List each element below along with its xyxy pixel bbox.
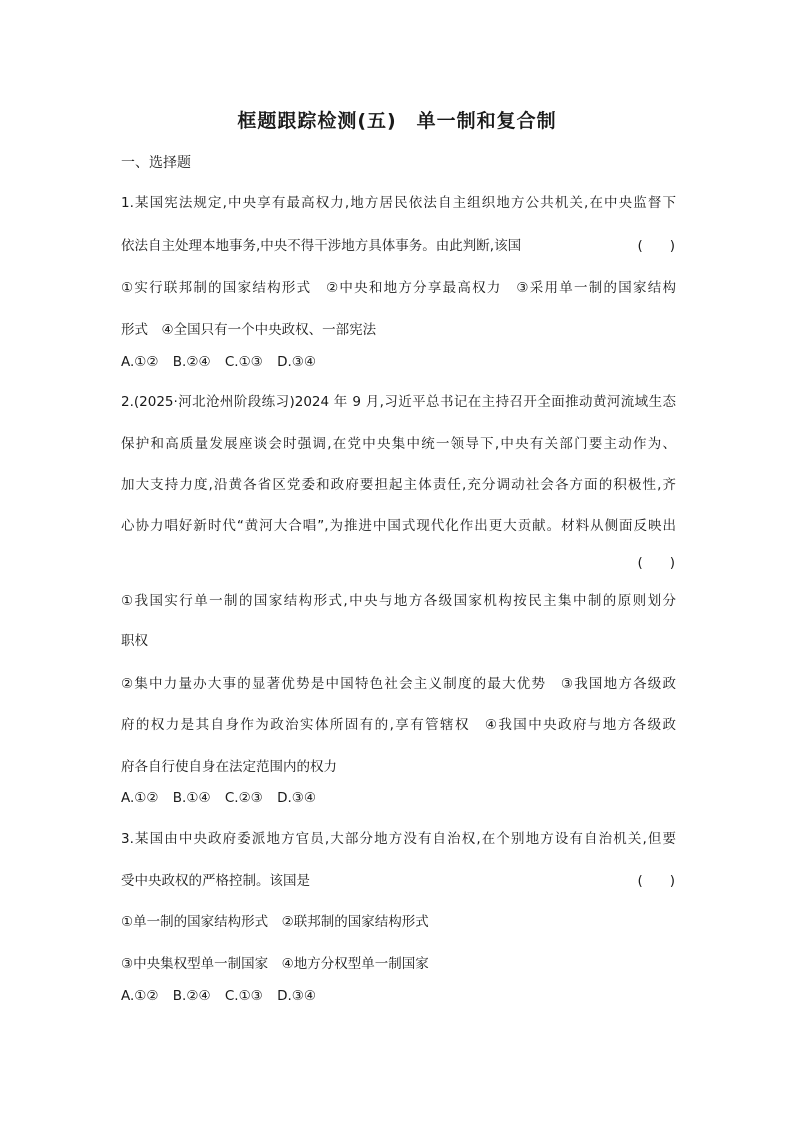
- q1-stem-line-2: 依法自主处理本地事务,中央不得干涉地方具体事务。由此判断,该国: [121, 238, 522, 254]
- q3-option-c: C.①③: [224, 988, 263, 1004]
- q2-items-line-4: 府的权力是其自身作为政治实体所固有的,享有管辖权 ④我国中央政府与地方各级政: [121, 717, 676, 733]
- q1-answer-paren: ( ): [637, 238, 675, 254]
- q2-option-d: D.③④: [277, 790, 316, 806]
- q2-answer-paren: ( ): [637, 555, 675, 571]
- q2-stem-line-1: 2.(2025·河北沧州阶段练习)2024 年 9 月,习近平总书记在主持召开全面推动黄河流域生态: [121, 394, 676, 410]
- q2-option-c: C.②③: [224, 790, 263, 806]
- section-heading: 一、选择题: [121, 155, 191, 171]
- q3-items-line-2: ③中央集权型单一制国家 ④地方分权型单一制国家: [121, 956, 429, 972]
- q1-options: [121, 354, 676, 370]
- q1-option-a: A.①②: [121, 354, 159, 370]
- q3-items-line-1: ①单一制的国家结构形式 ②联邦制的国家结构形式: [121, 914, 429, 930]
- q2-stem-line-4: 心协力唱好新时代“黄河大合唱”,为推进中国式现代化作出更大贡献。材料从侧面反映出: [121, 518, 676, 534]
- q2-items-line-2: 职权: [121, 633, 148, 649]
- q3-option-d: D.③④: [277, 988, 316, 1004]
- page-title: 框题跟踪检测(五) 单一制和复合制: [237, 110, 557, 132]
- q1-option-c: C.①③: [224, 354, 263, 370]
- q1-items-line-1: ①实行联邦制的国家结构形式 ②中央和地方分享最高权力 ③采用单一制的国家结构: [121, 280, 676, 296]
- q2-option-a: A.①②: [121, 790, 159, 806]
- q1-stem-line-1: 1.某国宪法规定,中央享有最高权力,地方居民依法自主组织地方公共机关,在中央监督下: [121, 195, 676, 211]
- q3-stem-line-1: 3.某国由中央政府委派地方官员,大部分地方没有自治权,在个别地方设有自治机关,但要: [121, 831, 676, 847]
- q2-items-line-3: ②集中力量办大事的显著优势是中国特色社会主义制度的最大优势 ③我国地方各级政: [121, 676, 676, 692]
- q3-options: [121, 988, 676, 1004]
- q3-option-b: B.②④: [172, 988, 211, 1004]
- q1-items-line-2: 形式 ④全国只有一个中央政权、一部宪法: [121, 322, 377, 338]
- q2-options: [121, 790, 676, 806]
- q3-answer-paren: ( ): [637, 873, 675, 889]
- q2-items-line-1: ①我国实行单一制的国家结构形式,中央与地方各级国家机构按民主集中制的原则划分: [121, 593, 676, 609]
- q2-stem-line-2: 保护和高质量发展座谈会时强调,在党中央集中统一领导下,中央有关部门要主动作为、: [121, 436, 676, 452]
- q2-items-line-5: 府各自行使自身在法定范围内的权力: [121, 759, 337, 775]
- q1-option-d: D.③④: [277, 354, 316, 370]
- q1-option-b: B.②④: [172, 354, 211, 370]
- q3-stem-line-2: 受中央政权的严格控制。该国是: [121, 873, 310, 889]
- q2-stem-line-3: 加大支持力度,沿黄各省区党委和政府要担起主体责任,充分调动社会各方面的积极性,齐: [121, 477, 676, 493]
- q2-option-b: B.①④: [172, 790, 211, 806]
- q3-option-a: A.①②: [121, 988, 159, 1004]
